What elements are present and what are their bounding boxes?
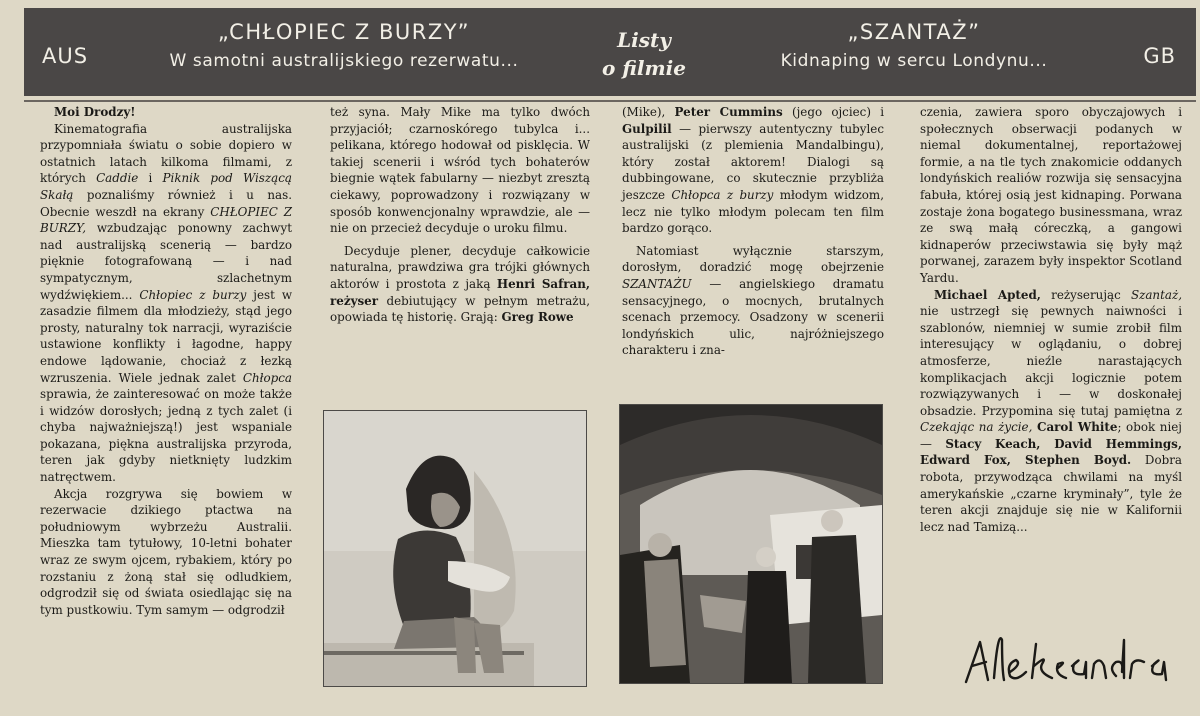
column-label-line2: o filmie (602, 56, 686, 80)
paragraph: Kinematografia australijska przypomniała światu o sobie dopiero w ostatnich latach kilkoma filmami, z których Caddie i Piknik pod Wiszącą Skałą poznaliśmy również i u nas. Obecnie weszdł na ekrany CHŁOPIEC Z BURZY, wzbudzając ponowny zachwyt nad australijską scenerią — bardzo pięknie fotografowaną — i nad sympatycznym, szlachetnym wydźwiękiem... Chłopiec z burzy jest w zasadzie filmem dla młodzieży, stąd jego prosty, naturalny tok narracji, wyraziście ustawione konflikty i łagodne, happy endowe lądowanie, chociaż z łezką wzruszenia. Wiele jednak zalet Chłopca sprawia, że zainteresować on może także i widzów dorosłych; jedną z tych zalet (i chyba najważniejszą!) jest wspaniale pokazana, piękna australijska przyroda, teren jak gdyby nietknięty ludzkim natręctwem. (40, 121, 293, 485)
film-subtitle: W samotni australijskiego rezerwatu... (169, 51, 519, 71)
header-band (24, 8, 1196, 96)
author-signature (958, 620, 1178, 700)
paragraph: Decyduje plener, decyduje całkowicie naturalna, prawdziwa gra trójki głównych aktorów i prostota z jaką Henri Safran, reżyser debiutujący w pełnym metrażu, opowiada tę historię. Grają: Greg Rowe (330, 243, 590, 325)
film-title: „SZANTAŻ” (847, 20, 981, 44)
film-title: „CHŁOPIEC Z BURZY” (217, 20, 471, 44)
column-label (584, 26, 704, 82)
paragraph: Michael Apted, reżyserując Szantaż, nie ustrzegł się pewnych naiwności i szablonów, niemniej w sumie zrobił film interesujący w oglądaniu, o dobrej atmosferze, nieźle narastających komplikacjach akcji logicznie potem rozwiązywanych i — w doskonałej obsadzie. Przypomina się tutaj pamiętna z Czekając na życie, Carol White; obok niej — Stacy Keach, David Hemmings, Edward Fox, Stephen Boyd. Dobra robota, przywodząca chwilami na myśl amerykańskie „czarne kryminały”, tyle że teren akcji znajduje się nie w Kalifornii lecz nad Tamizą... (920, 287, 1183, 534)
salutation: Moi Drodzy! (54, 105, 136, 119)
paragraph: (Mike), Peter Cummins (jego ojciec) i Gulpilil — pierwszy autentyczny tubylec australijski (z plemienia Mandalbingu), który został aktorem! Dialogi są dubbingowane, co skutecznie przybliża jeszcze Chłopca z burzy młodym widzom, lecz nie tylko młodym polecam ten film bardzo gorąco. (622, 105, 885, 236)
film-heading-szantaz (724, 20, 1104, 71)
column-label-line1: Listy (617, 28, 671, 52)
paragraph: czenia, zawiera sporo obyczajowych i społecznych obserwacji podanych w niemal dokumentalnej, reportażowej formie, a na tle tych znakomicie oddanych londyńskich realiów rozwija się sensacyjna fabuła, której osią jest kidnaping. Porwana zostaje żona bogatego businessmana, wraz ze swą małą córeczką, a gangowi kidnaperów przeciwstawia się były mąż porwanej, zarazem były inspektor Scotland Yardu. (920, 105, 1182, 285)
article-column-3 (622, 104, 884, 359)
article-column-1 (40, 104, 292, 618)
header-rule (24, 100, 1196, 102)
article-column-2 (330, 104, 590, 326)
article-column-4 (920, 104, 1182, 535)
film-heading-chlopiec (124, 20, 564, 71)
paragraph: też syna. Mały Mike ma tylko dwóch przyjaciół; czarnoskórego tubylca i... pelikana, którego hodował od pisklęcia. W takiej scenerii i wśród tych bohaterów biegnie wątek fabularny — niezbyt zresztą ciekawy, poprowadzony i rozwiązany w sposób konwencjonalny wprawdzie, ale — nie on przecież decyduje o uroku filmu. (330, 105, 590, 236)
paragraph: Akcja rozgrywa się bowiem w rezerwacie dzikiego ptactwa na południowym wybrzeżu Australii. Mieszka tam tytułowy, 10-letni bohater wraz ze swym ojcem, rybakiem, który po rozstaniu z żoną stał się odludkiem, odgrodził się od świata osiedlając się na tym pustkowiu. Tym samym — odgrodził (40, 486, 292, 617)
paragraph: Natomiast wyłącznie starszym, dorosłym, doradzić mogę obejrzenie SZANTAŻU — angielskiego dramatu sensacyjnego, o mocnych, brutalnych scenach przemocy. Osadzony w scenerii londyńskich ulic, najróżniejszego charakteru i zna- (622, 243, 884, 358)
film-still-street-photo (619, 404, 883, 684)
film-still-boy-photo (323, 410, 587, 687)
film-subtitle: Kidnaping w sercu Londynu... (780, 51, 1048, 71)
country-code-gb: GB (1143, 44, 1176, 68)
country-code-aus: AUS (42, 44, 89, 68)
